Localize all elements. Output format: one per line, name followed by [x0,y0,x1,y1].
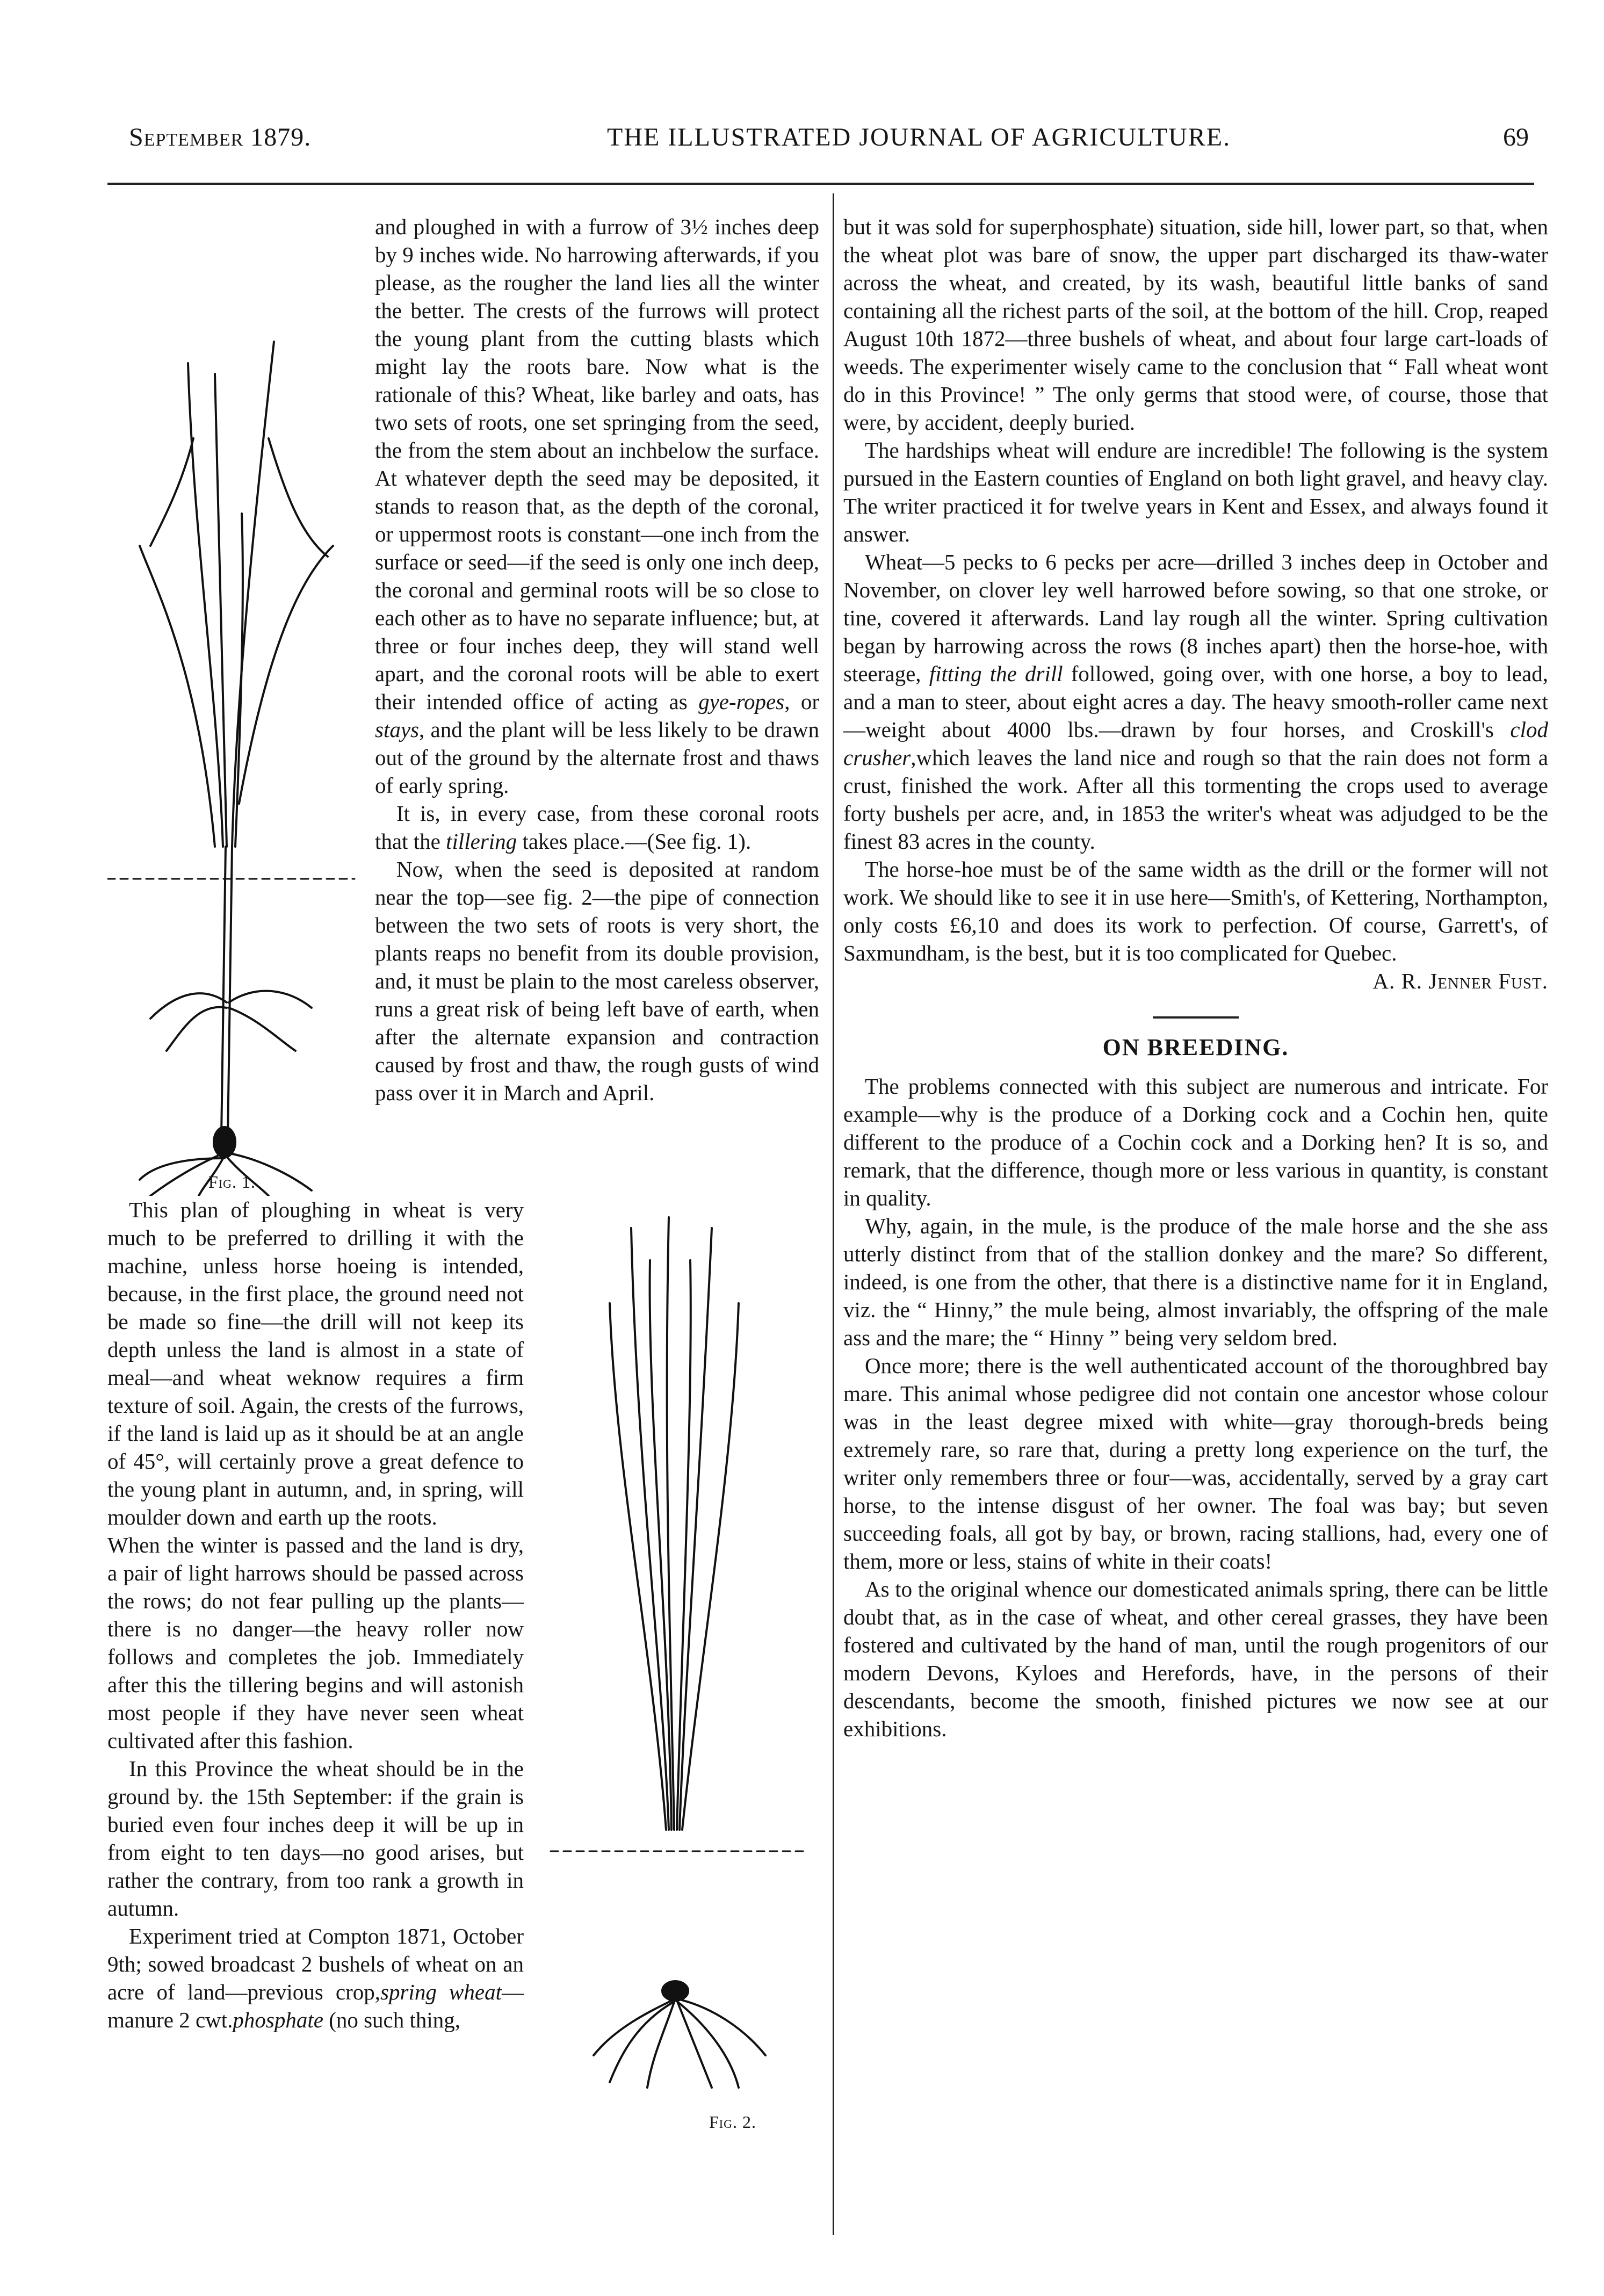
paragraph: The horse-hoe must be of the same width as the drill or the former will not work. We should like to see it in use here—Smith's, of Kettering, Northampton, only costs £6,10 and does its work to perfection. Of course, Garrett's, of Saxmundham, is the best, but it is too complicated for Quebec. [843,857,1548,965]
wheat-plant-deep-illustration [107,213,360,1196]
page-number: 69 [1503,123,1529,151]
paragraph: The hardships wheat will endure are incredible! The following is the system pursued in the Eastern counties of England on both light gravel, and heavy clay. The writer practiced it for twelve years in Kent and Essex, and always found it answer. [843,438,1548,546]
paragraph: When the winter is passed and the land is dry, a pair of light harrows should be passed across the rows; do not fear pulling up the plants—there is no danger—the heavy roller now follows and completes the job. Immediately after this the tillering begins and will astonish most people if they have never seen wheat cultivated after this fashion. [107,1533,524,1753]
page-header [129,122,1529,165]
paragraph: Experiment tried at Compton 1871, October 9th; sowed broadcast 2 bushels of wheat on an acre of land—previous crop,spring wheat— manure 2 cwt.phosphate (no such thing, [107,1924,524,2032]
paragraph: Why, again, in the mule, is the produce of the male horse and the she ass utterly distinct from that of the stallion donkey and the mare? So different, indeed, is one from the other, that there is a distinctive name for it in England, viz. the “ Hinny,” the mule being, almost invariably, the offspring of the male ass and the mare; the “ Hinny ” being very seldom bred. [843,1214,1548,1350]
left-column [107,213,819,2136]
paragraph: Once more; there is the well authenticated account of the thoroughbred bay mare. This animal whose pedigree did not contain one ancestor whose colour was in the least degree mixed with white—gray thorough-breds being extremely rare, so rare that, during a pretty long experience on the turf, the writer only remembers three or four—was, accidentally, served by a gray cart horse, to the intense disgust of her owner. The foal was bay; but seven succeeding foals, all got by bay, or brown, racing stallions, had, every one of them, more or less, stains of white in their coats! [843,1353,1548,1573]
paragraph: Wheat—5 pecks to 6 pecks per acre—drilled 3 inches deep in October and November, on clover ley well harrowed before sowing, so that one stroke, or tine, covered it afterwards. Land lay rough all the winter. Spring cultivation began by harrowing across the rows (8 inches apart) then the horse-hoe, with steerage, fitting the drill followed, going over, with one horse, a boy to lead, and a man to steer, about eight acres a day. The heavy smooth-roller came next—weight about 4000 lbs.—drawn by four horses, and Croskill's clod crusher,which leaves the land nice and rough so that the rain does not form a crust, finished the work. After all this tormenting the crops used to average forty bushels per acre, and, in 1853 the writer's wheat was adjudged to be the finest 83 acres in the county. [843,550,1549,854]
header-rule [107,183,1534,185]
paragraph: It is, in every case, from these coronal roots that the tillering takes place.—(See fig. 1). [375,801,819,854]
figure-2-caption: Fig. 2. [709,2112,757,2132]
author-signature: A. R. Jenner Fust. [1372,969,1548,993]
section-rule [1153,1016,1239,1019]
header-date: September 1879. [129,123,312,151]
figure-1 [107,213,360,1196]
paragraph: and ploughed in with a furrow of 3½ inches deep by 9 inches wide. No harrowing afterwards, if you please, as the rougher the land lies all the winter the better. The crests of the furrows will protect the young plant from the cutting blasts which might lay the roots bare. Now what is the rationale of this? Wheat, like barley and oats, has two sets of roots, one set springing from the seed, the from the stem about an inchbelow the surface. At whatever depth the seed may be deposited, it stands to reason that, as the depth of the coronal, or uppermost roots is constant—one inch from the surface or seed—if the seed is only one inch deep, the coronal and germinal roots will be so close to each other as to have no separate influence; but, at three or four inches deep, they will stand well apart, and the coronal roots will be able to exert their intended office of acting as gye-ropes, or stays, and the plant will be less likely to be drawn out of the ground by the alternate frost and thaws of early spring. [375,214,820,798]
paragraph: The problems connected with this subject are numerous and intricate. For example—why is the produce of a Dorking cock and a Cochin hen, quite different to the produce of a Cochin cock and a Dorking hen? It is so, and remark, that the difference, though more or less various in quantity, is constant in quality. [843,1074,1548,1210]
paragraph: As to the original whence our domesticated animals spring, there can be little doubt that, as in the case of wheat, and other cereal grasses, they have been fostered and cultivated by the hand of man, until the rough progenitors of our modern Devons, Kyloes and Herefords, have, in the persons of their descendants, become the smooth, finished pictures we now see at our exhibitions. [843,1577,1548,1741]
section-title: ON BREEDING. [1102,1034,1289,1060]
paragraph: This plan of ploughing in wheat is very much to be preferred to drilling it with the machine, unless horse hoeing is intended, because, in the first place, the ground need not be made so fine—the drill will not keep its depth unless the land is almost in a state of meal—and wheat weknow requires a firm texture of soil. Again, the crests of the furrows, if the land is laid up as it should be at an angle of 45°, will certainly prove a great defence to the young plant in autumn, and, in spring, will moulder down and earth up the roots. [107,1197,524,1529]
paragraph: In this Province the wheat should be in the ground by. the 15th September: if the grain is buried even four inches deep it will be up in from eight to ten days—no good arises, but rather the contrary, from too rank a growth in autumn. [107,1756,524,1920]
right-column [843,213,1548,1743]
journal-title: THE ILLUSTRATED JOURNAL OF AGRICULTURE. [607,123,1231,151]
wheat-plant-shallow-illustration [540,1196,819,2136]
column-divider [833,193,834,2235]
figure-1-caption: Fig. 1. [208,1172,256,1192]
paragraph: Now, when the seed is deposited at random near the top—see fig. 2—the pipe of connection between the two sets of roots is very short, the plants reaps no benefit from its double provision, and, it must be plain to the most careless observer, runs a great risk of being left bave of earth, when after the alternate expansion and contraction caused by frost and thaw, the rough gusts of wind pass over it in March and April. [375,857,819,1105]
figure-2 [540,1196,819,2136]
paragraph: but it was sold for superphosphate) situation, side hill, lower part, so that, when the wheat plot was bare of snow, the upper part discharged its thaw-water across the wheat, and created, by its wash, beautiful little banks of sand containing all the richest parts of the soil, at the bottom of the hill. Crop, reaped August 10th 1872—three bushels of wheat, and about four large cart-loads of weeds. The experimenter wisely came to the conclusion that “ Fall wheat wont do in this Province! ” The only germs that stood were, of course, those that were, by accident, deeply buried. [843,214,1548,435]
